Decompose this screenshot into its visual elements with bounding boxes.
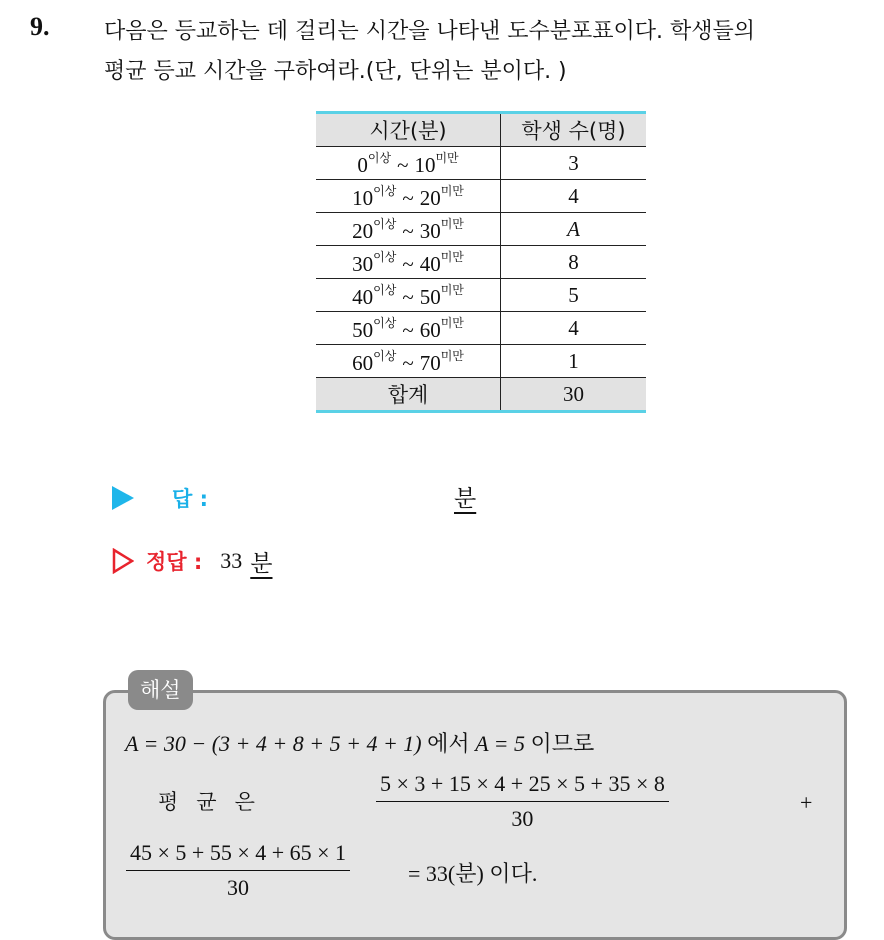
solution-text-eseo: 에서 xyxy=(427,732,470,757)
solution-fraction-1 xyxy=(376,771,669,832)
student-count: 3 xyxy=(501,147,647,180)
interval-from: 0 xyxy=(357,152,368,177)
class-interval xyxy=(316,213,501,246)
frequency-table xyxy=(316,111,646,413)
upper-suffix: 미만 xyxy=(440,216,464,231)
solution-fraction-2 xyxy=(126,840,350,901)
upper-suffix: 미만 xyxy=(440,249,464,264)
solution-result: = 33(분) 이다. xyxy=(408,861,538,886)
upper-suffix: 미만 xyxy=(435,150,459,165)
fraction-1-numerator: 5 × 3 + 15 × 4 + 25 × 5 + 35 × 8 xyxy=(376,771,669,802)
interval-from: 30 xyxy=(352,251,374,276)
interval-from: 50 xyxy=(352,317,374,342)
question-line-2: 평균 등교 시간을 구하여라.(단, 단위는 분이다. ) xyxy=(104,59,567,84)
interval-tilde: ~ xyxy=(402,317,414,342)
student-count: 1 xyxy=(501,345,647,378)
outline-triangle-icon xyxy=(112,548,134,574)
question-text xyxy=(104,12,874,92)
class-interval xyxy=(316,312,501,345)
interval-tilde: ~ xyxy=(402,251,414,276)
interval-tilde: ~ xyxy=(397,152,409,177)
interval-tilde: ~ xyxy=(402,284,414,309)
class-interval xyxy=(316,180,501,213)
interval-to: 60 xyxy=(419,317,441,342)
solution-line-1 xyxy=(125,727,594,758)
interval-tilde: ~ xyxy=(402,218,414,243)
answer-unit-blank[interactable]: 분 xyxy=(454,486,477,512)
lower-suffix: 이상 xyxy=(373,282,397,297)
class-interval xyxy=(316,246,501,279)
table-row xyxy=(316,279,646,312)
interval-tilde: ~ xyxy=(402,185,414,210)
table-row xyxy=(316,213,646,246)
lower-suffix: 이상 xyxy=(373,216,397,231)
interval-tilde: ~ xyxy=(402,350,414,375)
correct-answer-row xyxy=(112,541,273,581)
lower-suffix: 이상 xyxy=(373,183,397,198)
solution-tag: 해설 xyxy=(128,670,193,710)
student-count: A xyxy=(501,213,647,246)
upper-suffix: 미만 xyxy=(440,282,464,297)
interval-to: 70 xyxy=(419,350,441,375)
answer-label: 답 : xyxy=(172,487,208,511)
table-row xyxy=(316,345,646,378)
interval-to: 30 xyxy=(419,218,441,243)
table-total-row xyxy=(316,378,646,412)
table-header-row xyxy=(316,113,646,147)
total-label: 합계 xyxy=(316,378,501,412)
play-triangle-icon xyxy=(112,486,134,510)
header-count: 학생 수(명) xyxy=(501,113,647,147)
question-number: 9. xyxy=(30,12,50,41)
question-line-1: 다음은 등교하는 데 걸리는 시간을 나타낸 도수분포표이다. 학생들의 xyxy=(104,19,756,44)
upper-suffix: 미만 xyxy=(440,348,464,363)
lower-suffix: 이상 xyxy=(373,315,397,330)
fraction-2-numerator: 45 × 5 + 55 × 4 + 65 × 1 xyxy=(126,840,350,871)
interval-from: 40 xyxy=(352,284,374,309)
interval-from: 20 xyxy=(352,218,374,243)
table-row xyxy=(316,147,646,180)
interval-to: 50 xyxy=(419,284,441,309)
correct-answer-label: 정답 : xyxy=(146,550,203,574)
upper-suffix: 미만 xyxy=(440,183,464,198)
solution-plus: + xyxy=(800,790,813,815)
interval-to: 10 xyxy=(414,152,436,177)
correct-answer-unit: 분 xyxy=(250,550,273,577)
answer-row xyxy=(112,478,208,518)
class-interval xyxy=(316,279,501,312)
table-row xyxy=(316,312,646,345)
solution-equation-a: A = 30 − (3 + 4 + 8 + 5 + 4 + 1) xyxy=(125,731,422,756)
interval-from: 10 xyxy=(352,185,374,210)
fraction-2-denominator: 30 xyxy=(227,875,250,900)
interval-to: 20 xyxy=(419,185,441,210)
interval-to: 40 xyxy=(419,251,441,276)
student-count: 5 xyxy=(501,279,647,312)
table-row xyxy=(316,180,646,213)
solution-average-word: 평균은 xyxy=(158,790,273,814)
solution-a-value: A = 5 xyxy=(475,731,526,756)
total-value: 30 xyxy=(501,378,647,412)
lower-suffix: 이상 xyxy=(367,150,392,165)
solution-text-imeuro: 이므로 xyxy=(530,732,595,757)
table-row xyxy=(316,246,646,279)
student-count: 4 xyxy=(501,312,647,345)
student-count: 4 xyxy=(501,180,647,213)
lower-suffix: 이상 xyxy=(373,348,397,363)
lower-suffix: 이상 xyxy=(373,249,397,264)
interval-from: 60 xyxy=(352,350,374,375)
upper-suffix: 미만 xyxy=(440,315,464,330)
student-count: 8 xyxy=(501,246,647,279)
header-time: 시간(분) xyxy=(316,113,501,147)
table-body xyxy=(316,147,646,412)
class-interval xyxy=(316,345,501,378)
class-interval xyxy=(316,147,501,180)
fraction-1-denominator: 30 xyxy=(511,806,534,831)
correct-answer-value: 33 xyxy=(220,548,243,573)
